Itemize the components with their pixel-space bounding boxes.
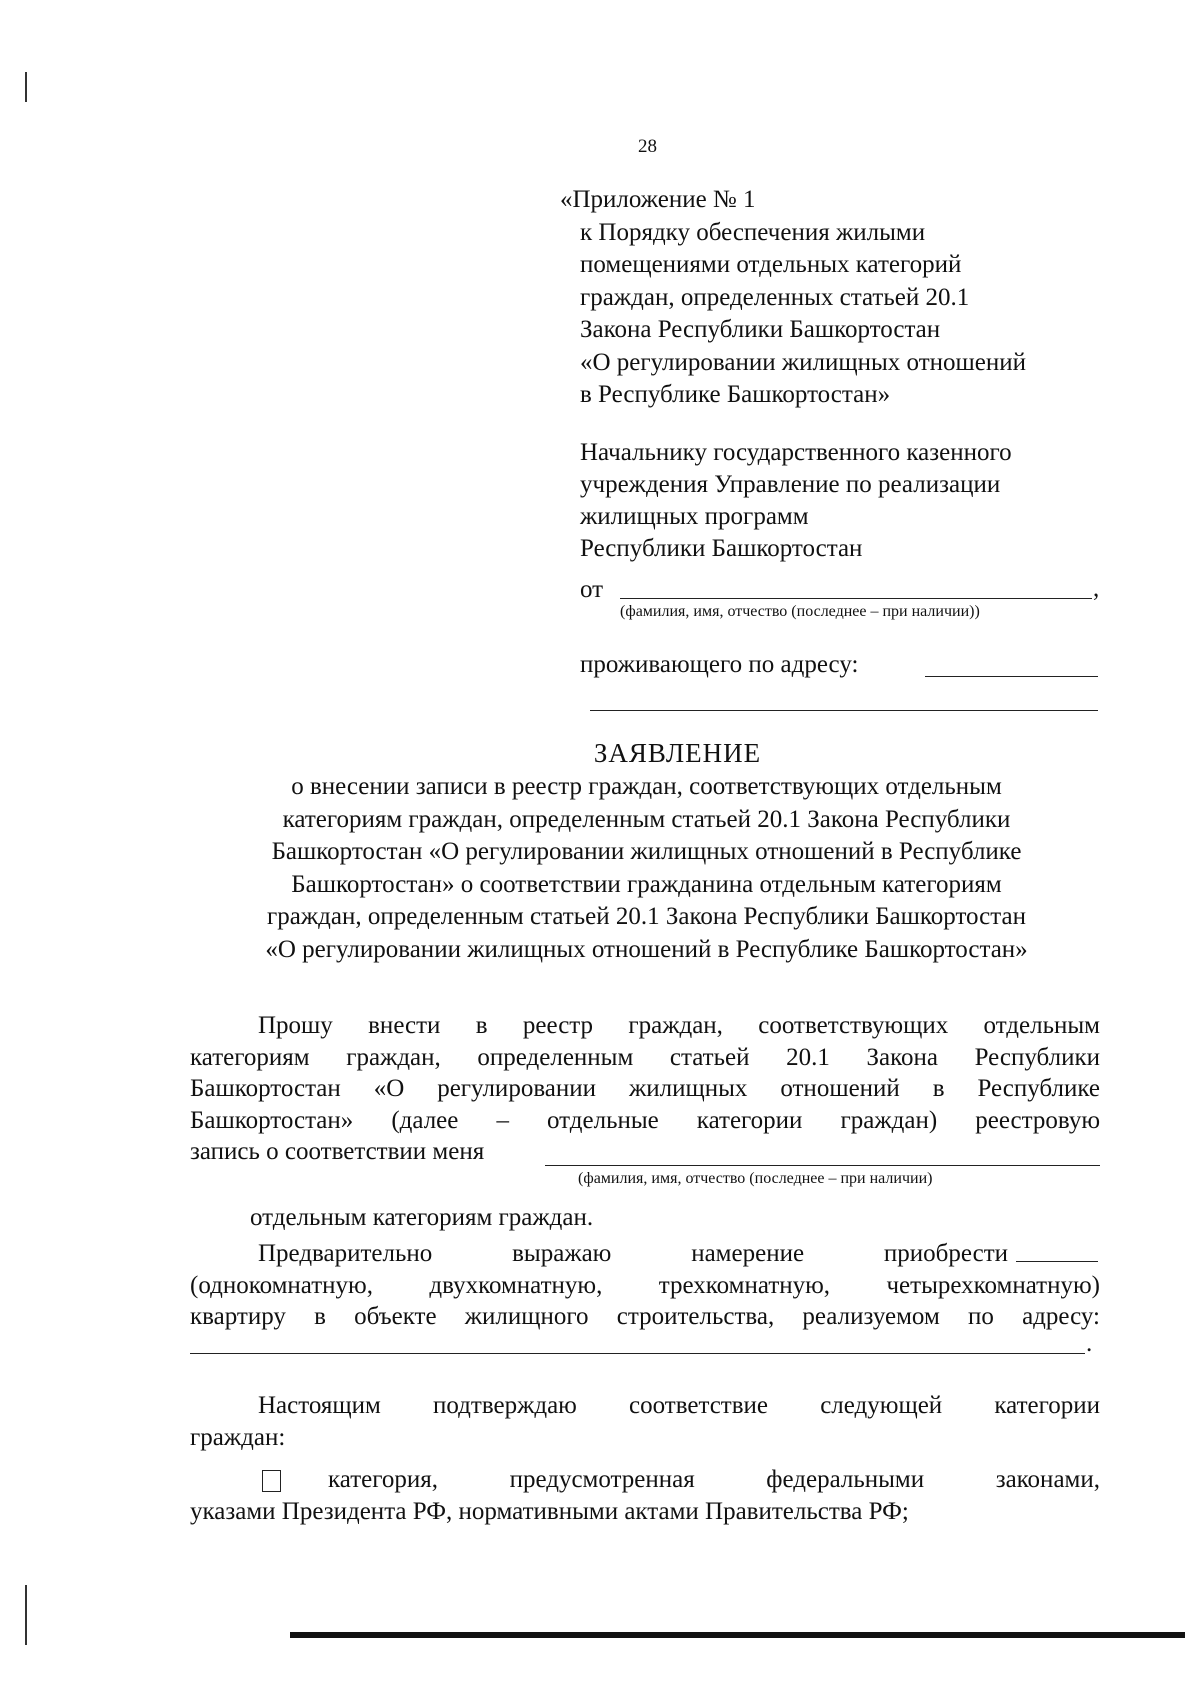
applicant-address-field-continued[interactable]: [590, 710, 1098, 711]
addressee-line: жилищных программ: [580, 503, 809, 530]
subtitle-line: «О регулировании жилищных отношений в Республике Башкортостан»: [265, 935, 1028, 963]
confirm-paragraph: [190, 1390, 1100, 1453]
addressee-line: учреждения Управление по реализации: [580, 471, 1001, 498]
subtitle-line: Башкортостан» о соответствии гражданина отдельным категориям: [291, 870, 1002, 898]
paragraph-line: Башкортостан «О регулировании жилищных отношений в Республике: [190, 1075, 1100, 1102]
paragraph-line: квартиру в объекте жилищного строительства, реализуемом по адресу:: [190, 1303, 1100, 1330]
addressee-line: Начальнику государственного казенного: [580, 439, 1012, 466]
from-comma: ,: [1093, 575, 1100, 602]
appendix-line: Закона Республики Башкортостан: [580, 316, 941, 343]
subtitle-line: Башкортостан «О регулировании жилищных отношений в Республике: [271, 838, 1022, 865]
subtitle-line: категориям граждан, определенным статьей 20.1 Закона Республики: [282, 805, 1011, 833]
page-number: 28: [638, 136, 657, 157]
subtitle-line: граждан, определенным статьей 20.1 Закона Республики Башкортостан: [267, 903, 1026, 930]
bottom-rule: [290, 1632, 1185, 1638]
request-name-field[interactable]: [545, 1165, 1100, 1166]
paragraph-line: запись о соответствии меня: [190, 1138, 485, 1165]
from-label: от: [580, 576, 604, 603]
from-field-hint: (фамилия, имя, отчество (последнее – при наличии)): [620, 603, 980, 620]
document-subtitle: [190, 771, 1103, 966]
request-paragraph: [190, 1010, 1100, 1168]
appendix-line: «О регулировании жилищных отношений: [580, 348, 1027, 376]
address-label: проживающего по адресу:: [580, 651, 859, 678]
applicant-name-field[interactable]: [620, 598, 1092, 599]
paragraph-line: указами Президента РФ, нормативными актами Правительства РФ;: [190, 1497, 909, 1525]
period: .: [1086, 1330, 1093, 1357]
appendix-header: [560, 184, 1026, 412]
scan-margin-mark: [25, 72, 27, 102]
addressee-line: Республики Башкортостан: [580, 535, 863, 562]
paragraph-line: Прошу внести в реестр граждан, соответствующих отдельным: [258, 1012, 1100, 1039]
applicant-address-field[interactable]: [925, 676, 1098, 677]
appendix-line: помещениями отдельных категорий: [580, 251, 962, 278]
paragraph-line: Предварительно выражаю намерение приобрести: [258, 1240, 1008, 1267]
intent-paragraph: [190, 1238, 1100, 1333]
paragraph-line: (однокомнатную, двухкомнатную, трехкомнатную, четырехкомнатную): [190, 1271, 1100, 1299]
appendix-line: в Республике Башкортостан»: [580, 381, 891, 408]
scan-margin-mark: [25, 1585, 27, 1645]
paragraph-line: Настоящим подтверждаю соответствие следующей категории: [258, 1392, 1100, 1419]
appendix-line: граждан, определенных статьей 20.1: [580, 283, 970, 311]
apartment-type-field[interactable]: [1016, 1261, 1098, 1262]
construction-address-field[interactable]: [190, 1353, 1085, 1354]
document-title: ЗАЯВЛЕНИЕ: [593, 738, 762, 768]
paragraph-line: Башкортостан» (далее – отдельные категории граждан) реестровую: [190, 1106, 1100, 1134]
appendix-line: к Порядку обеспечения жилыми: [580, 218, 926, 246]
categories-text: отдельным категориям граждан.: [250, 1204, 594, 1231]
request-field-hint: (фамилия, имя, отчество (последнее – при наличии): [578, 1170, 933, 1187]
addressee-block: [580, 437, 1012, 565]
category-item: [190, 1464, 1100, 1527]
paragraph-line: категория, предусмотренная федеральными законами,: [328, 1466, 1100, 1493]
appendix-line: «Приложение № 1: [560, 186, 756, 213]
paragraph-line: категориям граждан, определенным статьей 20.1 Закона Республики: [190, 1043, 1100, 1071]
subtitle-line: о внесении записи в реестр граждан, соответствующих отдельным: [291, 773, 1002, 800]
paragraph-line: граждан:: [190, 1423, 286, 1451]
